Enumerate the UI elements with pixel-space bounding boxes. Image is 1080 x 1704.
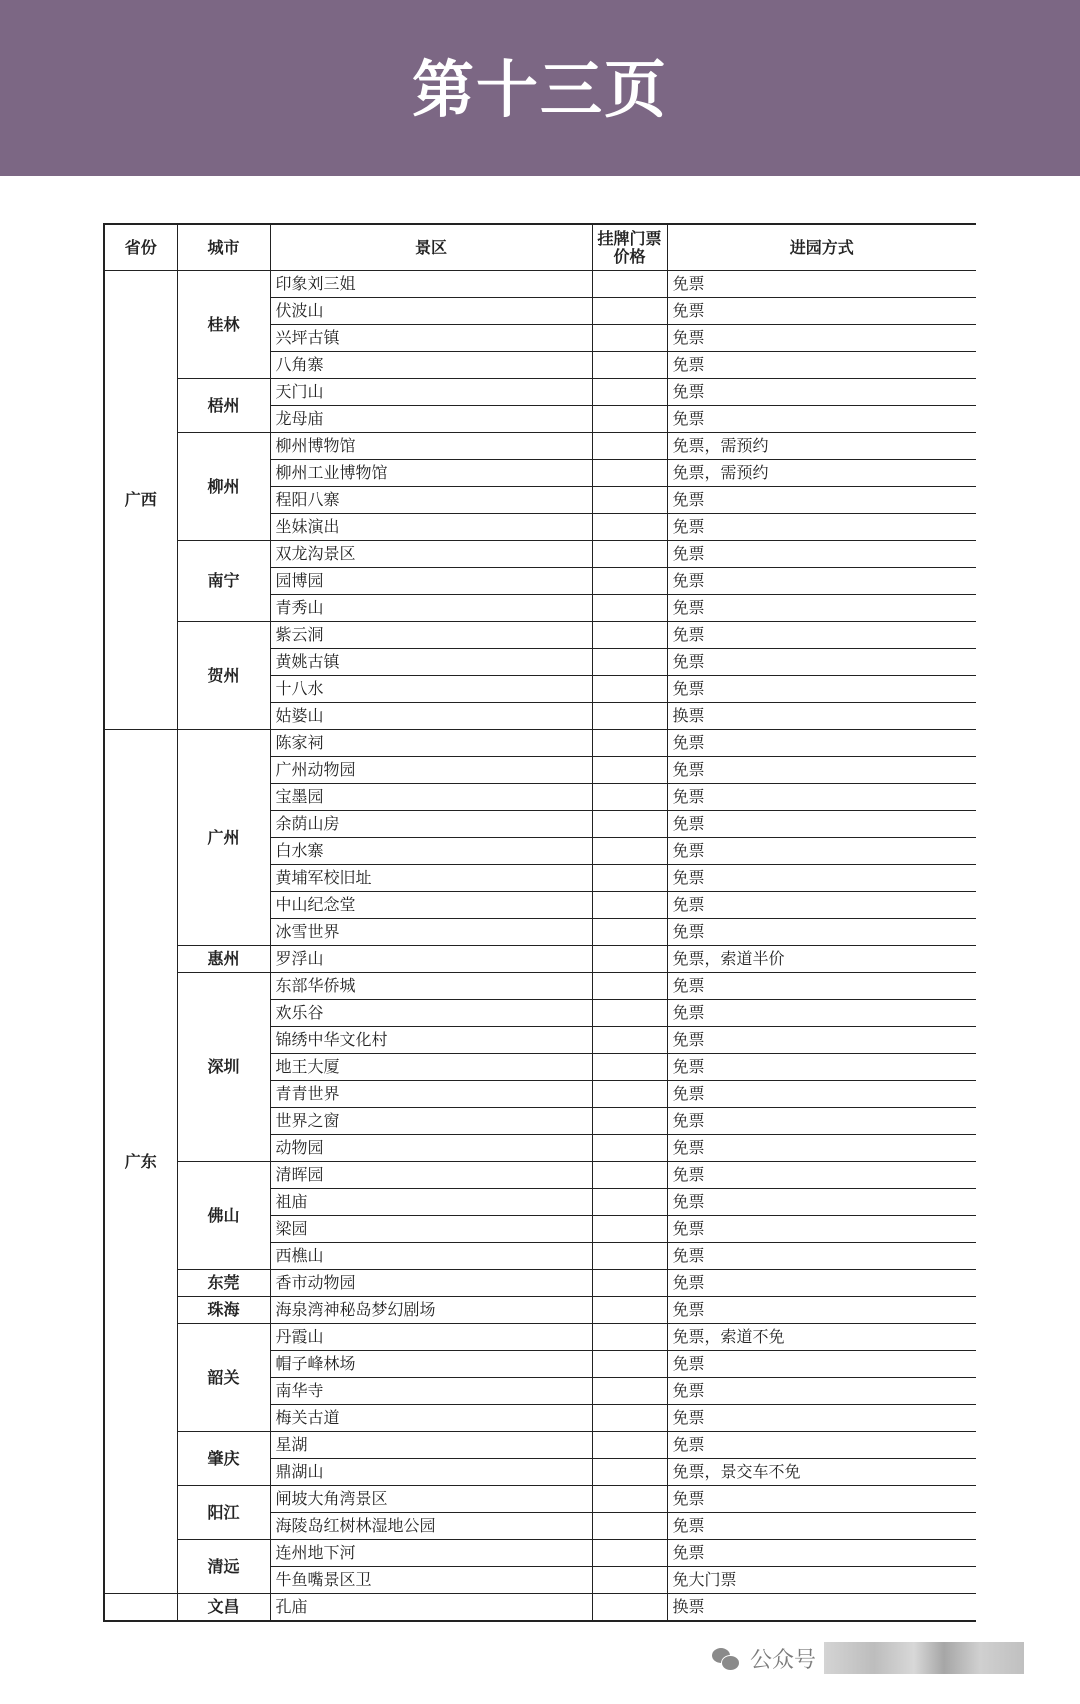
ticket-price-cell [592,1189,667,1216]
scenic-spot-cell: 祖庙 [270,1189,592,1216]
scenic-spot-cell: 黄姚古镇 [270,649,592,676]
entry-method-cell: 免票 [667,514,976,541]
entry-method-cell: 免票 [667,406,976,433]
scenic-spot-cell: 海陵岛红树林湿地公园 [270,1513,592,1540]
scenic-spot-cell: 东部华侨城 [270,973,592,1000]
province-cell: 广东 [104,730,177,1594]
table-row [104,1486,976,1513]
ticket-price-cell [592,568,667,595]
ticket-price-cell [592,379,667,406]
entry-method-cell: 免票 [667,541,976,568]
scenic-spot-cell: 余荫山房 [270,811,592,838]
scenic-spot-cell: 海泉湾神秘岛梦幻剧场 [270,1297,592,1324]
page-title: 第十三页 [411,53,668,126]
ticket-price-cell [592,973,667,1000]
table-row [104,1297,976,1324]
scenic-spot-cell: 丹霞山 [270,1324,592,1351]
scenic-spot-cell: 动物园 [270,1135,592,1162]
ticket-price-cell [592,1162,667,1189]
table-row [104,541,976,568]
ticket-price-cell [592,892,667,919]
entry-method-cell: 免票 [667,757,976,784]
entry-method-cell: 换票 [667,1594,976,1622]
scenic-spot-cell: 陈家祠 [270,730,592,757]
ticket-price-cell [592,487,667,514]
entry-method-cell: 免票，需预约 [667,460,976,487]
entry-method-cell: 免票 [667,595,976,622]
entry-method-cell: 免票 [667,865,976,892]
scenic-spot-cell: 园博园 [270,568,592,595]
scenic-spot-cell: 西樵山 [270,1243,592,1270]
column-header-entry-method: 进园方式 [667,224,976,271]
scenic-spot-cell: 伏波山 [270,298,592,325]
ticket-price-cell [592,838,667,865]
ticket-price-cell [592,676,667,703]
ticket-price-cell [592,406,667,433]
entry-method-cell: 免票 [667,1108,976,1135]
city-cell: 梧州 [177,379,270,433]
ticket-price-cell [592,649,667,676]
ticket-price-cell [592,460,667,487]
entry-method-cell: 免票 [667,1054,976,1081]
column-header-scenic-spot: 景区 [270,224,592,271]
entry-method-cell: 免票 [667,1270,976,1297]
scenic-spot-cell: 帽子峰林场 [270,1351,592,1378]
entry-method-cell: 免票 [667,784,976,811]
scenic-spot-cell: 广州动物园 [270,757,592,784]
ticket-price-cell [592,1378,667,1405]
entry-method-cell: 免票 [667,1513,976,1540]
ticket-price-cell [592,325,667,352]
scenic-spot-cell: 罗浮山 [270,946,592,973]
entry-method-cell: 免票 [667,1297,976,1324]
scenic-spot-cell: 锦绣中华文化村 [270,1027,592,1054]
entry-method-cell: 免票，需预约 [667,433,976,460]
ticket-price-cell [592,1594,667,1622]
table-row [104,1162,976,1189]
watermark [712,1638,1024,1678]
entry-method-cell: 免票 [667,730,976,757]
entry-method-cell: 免票 [667,919,976,946]
table-row [104,1324,976,1351]
scenic-spot-cell: 闸坡大角湾景区 [270,1486,592,1513]
entry-method-cell: 免票 [667,622,976,649]
table-row [104,271,976,298]
entry-method-cell: 免票 [667,1000,976,1027]
scenic-spot-cell: 紫云洞 [270,622,592,649]
city-cell: 佛山 [177,1162,270,1270]
entry-method-cell: 免票 [667,1540,976,1567]
scenic-spot-cell: 世界之窗 [270,1108,592,1135]
ticket-price-cell [592,1027,667,1054]
table-row [104,973,976,1000]
province-cell [104,1594,177,1622]
entry-method-cell: 免票，索道半价 [667,946,976,973]
city-cell: 柳州 [177,433,270,541]
entry-method-cell: 换票 [667,703,976,730]
scenic-spot-cell: 地王大厦 [270,1054,592,1081]
entry-method-cell: 免票 [667,1405,976,1432]
entry-method-cell: 免票 [667,1027,976,1054]
ticket-price-cell [592,865,667,892]
city-cell: 贺州 [177,622,270,730]
ticket-price-cell [592,1351,667,1378]
ticket-price-cell [592,433,667,460]
entry-method-cell: 免票 [667,892,976,919]
scenic-spot-cell: 清晖园 [270,1162,592,1189]
ticket-price-cell [592,1000,667,1027]
scenic-spot-cell: 青青世界 [270,1081,592,1108]
table-body [104,271,976,1622]
ticket-price-cell [592,1243,667,1270]
ticket-price-cell [592,595,667,622]
scenic-spot-cell: 天门山 [270,379,592,406]
entry-method-cell: 免票 [667,379,976,406]
city-cell: 深圳 [177,973,270,1162]
column-header-province: 省份 [104,224,177,271]
scenic-spot-cell: 梅关古道 [270,1405,592,1432]
scenic-spot-cell: 孔庙 [270,1594,592,1622]
scenic-spot-cell: 白水寨 [270,838,592,865]
entry-method-cell: 免票 [667,676,976,703]
ticket-price-cell [592,352,667,379]
table-row [104,946,976,973]
scenic-spot-cell: 南华寺 [270,1378,592,1405]
ticket-price-cell [592,1486,667,1513]
ticket-price-cell [592,811,667,838]
scenic-spot-cell: 程阳八寨 [270,487,592,514]
city-cell: 文昌 [177,1594,270,1622]
province-cell: 广西 [104,271,177,730]
ticket-price-cell [592,1405,667,1432]
city-cell: 惠州 [177,946,270,973]
city-cell: 肇庆 [177,1432,270,1486]
entry-method-cell: 免票 [667,1486,976,1513]
city-cell: 南宁 [177,541,270,622]
table-row [104,379,976,406]
entry-method-cell: 免大门票 [667,1567,976,1594]
ticket-price-cell [592,271,667,298]
entry-method-cell: 免票 [667,1432,976,1459]
entry-method-cell: 免票，景交车不免 [667,1459,976,1486]
entry-method-cell: 免票 [667,1135,976,1162]
ticket-price-cell [592,1567,667,1594]
entry-method-cell: 免票 [667,568,976,595]
entry-method-cell: 免票 [667,811,976,838]
scenic-spot-cell: 龙母庙 [270,406,592,433]
entry-method-cell: 免票 [667,487,976,514]
ticket-price-cell [592,757,667,784]
entry-method-cell: 免票 [667,271,976,298]
ticket-price-cell [592,1459,667,1486]
ticket-price-cell [592,1108,667,1135]
ticket-price-cell [592,946,667,973]
entry-method-cell: 免票 [667,298,976,325]
ticket-price-cell [592,919,667,946]
scenic-spot-cell: 印象刘三姐 [270,271,592,298]
table-row [104,730,976,757]
city-cell: 阳江 [177,1486,270,1540]
entry-method-cell: 免票 [667,1216,976,1243]
entry-method-cell: 免票 [667,352,976,379]
blurred-account-name [824,1642,1024,1674]
scenic-spot-cell: 牛鱼嘴景区卫 [270,1567,592,1594]
ticket-price-cell [592,541,667,568]
ticket-price-cell [592,298,667,325]
scenic-spot-cell: 鼎湖山 [270,1459,592,1486]
entry-method-cell: 免票 [667,1243,976,1270]
ticket-price-cell [592,1513,667,1540]
scenic-spot-cell: 八角寨 [270,352,592,379]
ticket-price-cell [592,1081,667,1108]
ticket-price-cell [592,1054,667,1081]
ticket-price-cell [592,730,667,757]
ticket-price-cell [592,1135,667,1162]
table-row [104,1594,976,1622]
scenic-spot-cell: 香市动物园 [270,1270,592,1297]
ticket-price-cell [592,1297,667,1324]
wechat-icon [712,1646,740,1670]
scenic-spot-table [103,223,976,1622]
ticket-price-cell [592,784,667,811]
entry-method-cell: 免票 [667,649,976,676]
entry-method-cell: 免票 [667,838,976,865]
scenic-spot-cell: 连州地下河 [270,1540,592,1567]
ticket-price-cell [592,1432,667,1459]
entry-method-cell: 免票 [667,1351,976,1378]
scenic-spot-cell: 十八水 [270,676,592,703]
city-cell: 广州 [177,730,270,946]
scenic-table-container [103,223,976,1650]
watermark-text: 公众号 [750,1647,817,1673]
city-cell: 珠海 [177,1297,270,1324]
entry-method-cell: 免票 [667,973,976,1000]
title-banner [0,0,1080,176]
column-header-ticket-price: 挂牌门票价格 [592,224,667,271]
scenic-spot-cell: 柳州博物馆 [270,433,592,460]
table-row [104,433,976,460]
ticket-price-cell [592,622,667,649]
scenic-spot-cell: 姑婆山 [270,703,592,730]
scenic-spot-cell: 黄埔军校旧址 [270,865,592,892]
table-header-row [104,224,976,271]
scenic-spot-cell: 柳州工业博物馆 [270,460,592,487]
scenic-spot-cell: 双龙沟景区 [270,541,592,568]
scenic-spot-cell: 兴坪古镇 [270,325,592,352]
ticket-price-cell [592,1270,667,1297]
table-row [104,1270,976,1297]
scenic-spot-cell: 梁园 [270,1216,592,1243]
entry-method-cell: 免票 [667,325,976,352]
scenic-spot-cell: 星湖 [270,1432,592,1459]
table-row [104,622,976,649]
scenic-spot-cell: 宝墨园 [270,784,592,811]
column-header-city: 城市 [177,224,270,271]
scenic-spot-cell: 坐妹演出 [270,514,592,541]
scenic-spot-cell: 欢乐谷 [270,1000,592,1027]
ticket-price-cell [592,1216,667,1243]
scenic-spot-cell: 青秀山 [270,595,592,622]
entry-method-cell: 免票 [667,1378,976,1405]
city-cell: 桂林 [177,271,270,379]
scenic-spot-cell: 中山纪念堂 [270,892,592,919]
ticket-price-cell [592,1540,667,1567]
entry-method-cell: 免票 [667,1189,976,1216]
ticket-price-cell [592,703,667,730]
table-row [104,1540,976,1567]
ticket-price-cell [592,1324,667,1351]
entry-method-cell: 免票 [667,1081,976,1108]
entry-method-cell: 免票，索道不免 [667,1324,976,1351]
city-cell: 韶关 [177,1324,270,1432]
scenic-spot-cell: 冰雪世界 [270,919,592,946]
ticket-price-cell [592,514,667,541]
entry-method-cell: 免票 [667,1162,976,1189]
table-row [104,1432,976,1459]
city-cell: 清远 [177,1540,270,1594]
city-cell: 东莞 [177,1270,270,1297]
